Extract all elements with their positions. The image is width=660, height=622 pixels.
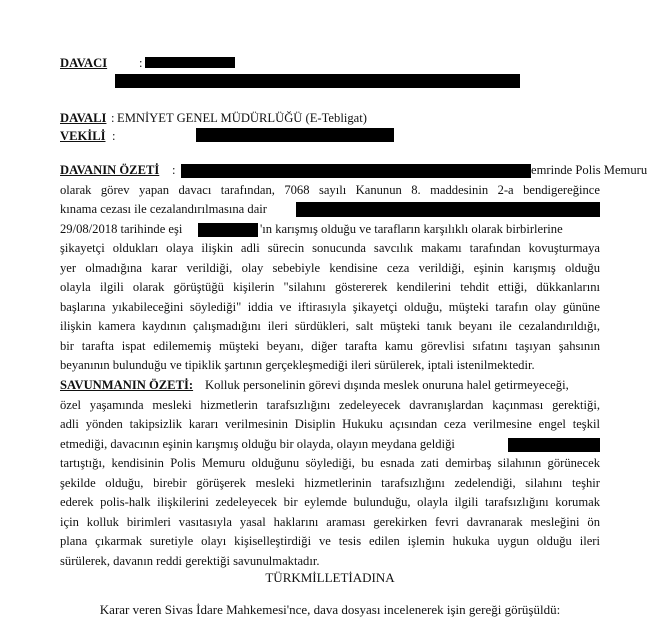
defense-line-text: etmediği, davacının eşinin karışmış olduğu bir olayda, olayın meydana geldiği [60,436,455,451]
summary-line: şikayetçi oldukları olaya ilişkin adli sürecin sonucunda savcılık makamı tarafından kovuşturmaya [60,241,600,255]
summary-line [60,161,648,181]
defense-line: özel yaşamında mesleki hizmetlerin tarafsızlığını zedeleyecek davranışlardan kaçınması gerektiği, [60,397,600,412]
redaction-vekili [196,128,394,142]
summary-line-text: 29/08/2018 tarihinde eşi [60,221,183,236]
summary-line-text: kınama cezası ile cezalandırılmasına dair [60,202,267,216]
davaci-label: DAVACI [60,56,108,70]
summary-line: olayla ilgili olarak görüştüğü kişilerin "silahını göstererek kendilerini tehdit ettiği, dükkanlarını [60,280,600,294]
summary-line: beyanının bulunduğu ve tipiklik şartının gerçekleşmediği ileri sürülerek, iptali istenilmektedir. [60,358,535,372]
redaction-davaci-address [115,74,520,88]
defense-line: sürülerek, davanın reddi gerektiği savunulmaktadır. [60,553,320,568]
redaction-summary-5 [198,223,258,237]
case-summary-separator: : [172,163,176,177]
defense-line [60,376,600,396]
summary-line: yer olmadığına karar verildiği, olay sebebiyle kendisine ceza verildiği, eşinin karışmış olduğu [60,260,600,275]
summary-line [60,220,600,240]
defense-summary [60,376,600,571]
summary-line: ilişkin kamera kaydının çalışmadığını ileri sürdükleri, salt müşteki tanık beyanı ile cezalandırıldığı, [60,319,600,333]
summary-line-text: emrinde Polis Memuru [531,163,648,177]
defense-line-text: Kolluk personelinin görevi dışında meslek onuruna halel getirmeyeceği, [205,378,569,392]
defense-line [60,435,600,455]
summary-line-text: 'ın karışmış olduğu ve tarafların karşılıklı olarak birbirlerine [260,221,563,236]
redaction-summary-1 [181,164,531,178]
summary-line: olarak görev yapan davacı tarafından, 7068 sayılı Kanunun 8. maddesinin 2-a bendigereğince [60,182,600,197]
vekili-label: VEKİLİ [60,129,106,143]
defense-line: plana çıkarmak suretiyle olayı kişiselleştirdiği ve tesis edilen işlemin hukuka uygun olduğu ileri [60,534,600,548]
redaction-defense-1 [508,438,600,452]
defense-line: adli yönden takipsizlik kararı verilmesinin Disiplin Hukuku açısından ceza verilmesine engel teşkil [60,417,600,431]
davaci-separator: : [139,56,143,70]
defense-line: için kolluk birimleri vasıtasıyla yasal haklarını araması gerekirken fevri davranarak mesleğini ön [60,514,600,529]
davali-label: DAVALI [60,111,107,125]
summary-line [60,200,600,220]
decision-intro: Karar veren Sivas İdare Mahkemesi'nce, dava dosyası incelenerek işin gereği görüşüldü: [99,602,561,617]
case-summary-label: DAVANIN ÖZETİ [60,163,160,177]
defense-line: ederek polis-halk ilişkilerini zedeleyecek bir eylemde bulunduğu, olayla ilgili tarafsızlığını korumak [60,495,600,509]
case-summary [60,161,648,376]
defense-line: tartıştığı, kendisinin Polis Memuru olduğunu söylediği, bu esnada zati demirbaş silahının görünecek [60,456,600,470]
redaction-summary-2 [296,202,600,217]
vekili-separator: : [112,129,116,143]
summary-line: başlarına yıkabileceğini söylediği" iddia ve iftirasıyla şikayetçi olduğu, müşteki tarafın olay gününe [60,299,600,314]
defense-summary-label: SAVUNMANIN ÖZETİ: [60,378,194,392]
defense-line: şekilde olduğu, birebir görüşerek mesleki hizmetlerinin tarafsızlığını zedelendiği, silahını teşhir [60,475,600,490]
davali-separator: : [111,111,115,125]
nation-heading: TÜRKMİLLETİADINA [265,570,395,585]
summary-line: bir tarafta ispat edilememiş müşteki beyanı, diğer tarafta kamu görevlisi sıfatını taşıyan şahsının [60,338,600,353]
davali-value: EMNİYET GENEL MÜDÜRLÜĞÜ (E-Tebligat) [117,111,367,125]
redaction-davaci-name [145,57,235,68]
